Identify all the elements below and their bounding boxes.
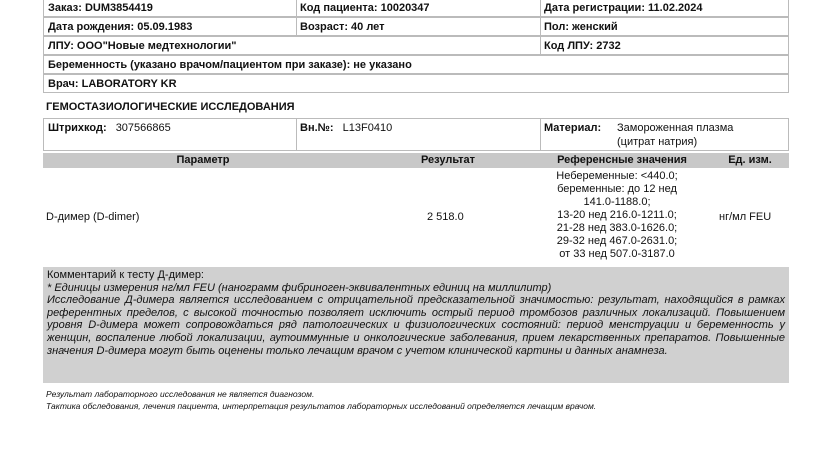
header-row-1 (43, 0, 789, 17)
birth-date: Дата рождения: 05.09.1983 (48, 21, 193, 33)
material-value-2: (цитрат натрия) (617, 136, 698, 148)
patient-code: Код пациента: 10020347 (300, 2, 430, 14)
comment-units-note: * Единицы измерения нг/мл FEU (нанограмм фибриноген-эквивалентных единиц на миллилитр) (47, 281, 552, 294)
ref-line: 29-32 нед 467.0-2631.0; (556, 235, 678, 247)
ref-line: 21-28 нед 383.0-1626.0; (556, 222, 678, 234)
ref-line: 141.0-1188.0; (583, 196, 651, 208)
col-header-param: Параметр (176, 154, 230, 166)
results-table-row (43, 168, 789, 265)
age: Возраст: 40 лет (300, 21, 385, 33)
col-header-result: Результат (420, 154, 476, 166)
lpu-code: Код ЛПУ: 2732 (544, 40, 621, 52)
barcode-label: Штрихкод: (48, 122, 107, 134)
material-label: Материал: (544, 122, 602, 134)
ref-line: 13-20 нед 216.0-1211.0; (557, 209, 677, 221)
footer-note-2: Тактика обследования, лечения пациента, интерпретация результатов лабораторных исследований определяется лечащим врачом. (46, 401, 597, 411)
header-row-2 (43, 17, 789, 36)
param-name: D-димер (D-dimer) (46, 211, 140, 223)
material (540, 119, 790, 150)
barcode-value: 307566865 (115, 122, 171, 134)
inner-number (296, 119, 540, 150)
ref-line: от 33 нед 507.0-3187.0 (559, 248, 675, 260)
comment-title: Комментарий к тесту Д-димер: (47, 269, 204, 281)
order-number: Заказ: DUM3854419 (48, 2, 153, 14)
pregnancy-row (43, 55, 789, 74)
doctor-name: Врач: LABORATORY KR (48, 78, 177, 90)
pregnancy-info: Беременность (указано врачом/пациентом при заказе): не указано (48, 59, 412, 71)
comment-block (43, 267, 789, 383)
comment-text: Исследование Д-димера является исследованием с отрицательной предсказательной значимостью: результат, находящийся в рамках референтных пределов, с высокой точностью позволяет исключить острый период тромбозов различных локализаций. Повышением уровня D-димера может сопровождаться ряд патологических и физиологических состояний: период менструации и беременность у женщин, воспаление любой локализации, аутоиммунные и онкологические заболевания, прием лекарственных препаратов. Повышенные значения D-димера могут быть оценены только лечащим врачом с учетом клинической картины и данных анамнеза. (47, 294, 785, 357)
section-title: ГЕМОСТАЗИОЛОГИЧЕСКИЕ ИССЛЕДОВАНИЯ (46, 101, 295, 113)
col-header-refs: Референсные значения (557, 154, 687, 166)
header-row-3 (43, 36, 789, 55)
material-value-1: Замороженная плазма (617, 122, 734, 134)
col-header-unit: Ед. изм. (728, 154, 772, 166)
sex: Пол: женский (544, 21, 618, 33)
inner-number-value: L13F0410 (342, 122, 393, 134)
footer-note-1: Результат лабораторного исследования не является диагнозом. (46, 389, 315, 399)
registration-date: Дата регистрации: 11.02.2024 (544, 2, 703, 14)
sample-row (43, 118, 789, 151)
result-value: 2 518.0 (427, 211, 464, 223)
unit: нг/мл FEU (719, 211, 772, 223)
barcode (44, 119, 296, 150)
results-table-header (43, 153, 789, 168)
lpu-name: ЛПУ: ООО"Новые медтехнологии" (48, 40, 237, 52)
doctor-row (43, 74, 789, 93)
reference-values (533, 170, 701, 261)
ref-line: беременные: до 12 нед (557, 183, 677, 195)
inner-number-label: Вн.№: (300, 122, 334, 134)
ref-line: Небеременные: <440.0; (556, 170, 678, 182)
